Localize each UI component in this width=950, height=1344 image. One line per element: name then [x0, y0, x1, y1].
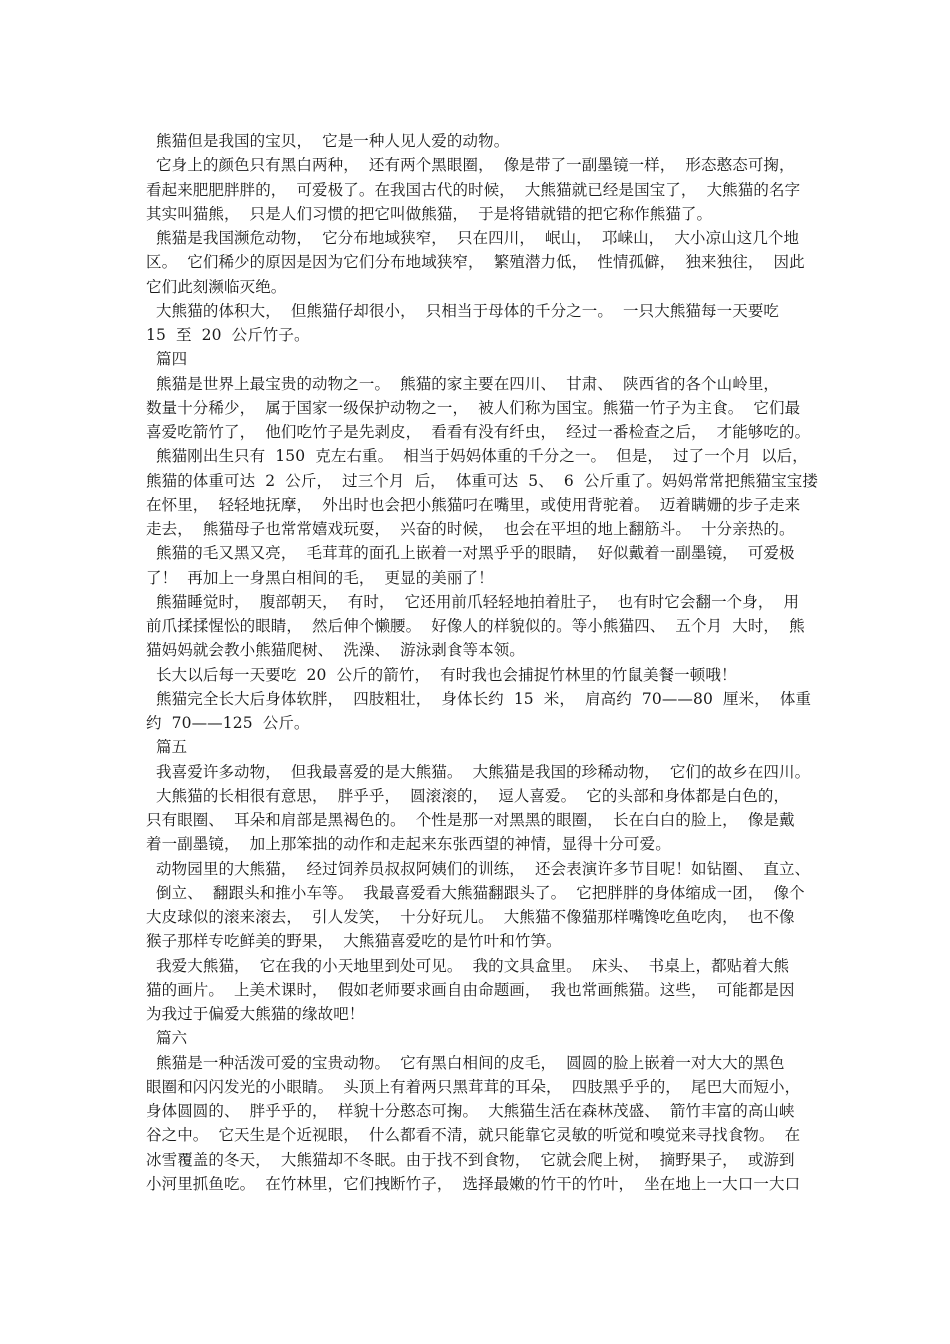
- text-line: 眼圈和闪闪发光的小眼睛。 头顶上有着两只黑茸茸的耳朵， 四肢黑乎乎的， 尾巴大而短小，: [146, 1078, 801, 1096]
- text-line: 长大以后每一天要吃 20 公斤的箭竹， 有时我也会捕捉竹林里的竹鼠美餐一顿哦！: [146, 666, 737, 684]
- text-line: 熊猫的毛又黑又亮， 毛茸茸的面孔上嵌着一对黑乎乎的眼睛， 好似戴着一副墨镜， 可爱极: [146, 544, 795, 562]
- text-line: 小河里抓鱼吃。 在竹林里，它们拽断竹子， 选择最嫩的竹干的竹叶， 坐在地上一大口一大口: [146, 1175, 801, 1193]
- text-line: 倒立、 翻跟头和推小车等。 我最喜爱看大熊猫翻跟头了。 它把胖胖的身体缩成一团， 像个: [146, 884, 805, 902]
- text-line: 它们此刻濒临灭绝。: [146, 278, 287, 296]
- text-line: 走去， 熊猫母子也常常嬉戏玩耍， 兴奋的时候， 也会在平坦的地上翻筋斗。 十分亲热的。: [146, 520, 795, 538]
- text-line: 了！ 再加上一身黑白相间的毛， 更显的美丽了！: [146, 569, 494, 587]
- text-line: 篇五: [146, 738, 188, 756]
- text-line: 大熊猫的长相很有意思， 胖乎乎， 圆滚滚的， 逗人喜爱。 它的头部和身体都是白色的，: [146, 787, 790, 805]
- text-line: 熊猫刚出生只有 150 克左右重。 相当于妈妈体重的千分之一。 但是， 过了一个月 以后，: [146, 447, 808, 465]
- text-line: 身体圆圆的、 胖乎乎的， 样貌十分憨态可掬。 大熊猫生活在森林茂盛、 箭竹丰富的高山峡: [146, 1102, 795, 1120]
- text-line: 它身上的颜色只有黑白两种， 还有两个黑眼圈， 像是带了一副墨镜一样， 形态憨态可掬，: [146, 156, 795, 174]
- text-line: 我喜爱许多动物， 但我最喜爱的是大熊猫。 大熊猫是我国的珍稀动物， 它们的故乡在四川。: [146, 763, 811, 781]
- text-line: 为我过于偏爱大熊猫的缘故吧！: [146, 1005, 365, 1023]
- text-line: 看起来肥肥胖胖的， 可爱极了。在我国古代的时候， 大熊猫就已经是国宝了， 大熊猫的名字: [146, 181, 801, 199]
- text-line: 喜爱吃箭竹了， 他们吃竹子是先剥皮， 看看有没有纤虫， 经过一番检查之后， 才能够吃的。: [146, 423, 811, 441]
- text-line: 着一副墨镜， 加上那笨拙的动作和走起来东张西望的神情，显得十分可爱。: [146, 835, 671, 853]
- text-line: 动物园里的大熊猫， 经过饲养员叔叔阿姨们的训练， 还会表演许多节目呢！如钻圈、 直立、: [146, 860, 811, 878]
- text-line: 篇六: [146, 1029, 188, 1047]
- text-line: 熊猫是我国濒危动物， 它分布地域狭窄， 只在四川， 岷山， 邛崃山， 大小凉山这几个地: [146, 229, 800, 247]
- text-line: 其实叫猫熊， 只是人们习惯的把它叫做熊猫， 于是将错就错的把它称作熊猫了。: [146, 205, 713, 223]
- text-line: 大皮球似的滚来滚去， 引人发笑， 十分好玩儿。 大熊猫不像猫那样嘴馋吃鱼吃肉， 也不像: [146, 908, 795, 926]
- text-line: 熊猫睡觉时， 腹部朝天， 有时， 它还用前爪轻轻地拍着肚子， 也有时它会翻一个身， 用: [146, 593, 800, 611]
- text-line: 大熊猫的体积大， 但熊猫仔却很小， 只相当于母体的千分之一。 一只大熊猫每一天要吃: [146, 302, 780, 320]
- text-line: 猫妈妈就会教小熊猫爬树、 洗澡、 游泳剥食等本领。: [146, 641, 525, 659]
- text-line: 前爪揉揉惺忪的眼睛， 然后伸个懒腰。 好像人的样貌似的。等小熊猫四、 五个月 大时， 熊: [146, 617, 805, 635]
- text-line: 在怀里， 轻轻地抚摩， 外出时也会把小熊猫叼在嘴里，或使用背驼着。 迈着瞒姗的步子走来: [146, 496, 801, 514]
- text-line: 冰雪覆盖的冬天， 大熊猫却不冬眠。由于找不到食物， 它就会爬上树， 摘野果子， 或游到: [146, 1151, 795, 1169]
- text-line: 约 70——125 公斤。: [146, 714, 310, 732]
- text-line: 熊猫是一种活泼可爱的宝贵动物。 它有黑白相间的皮毛， 圆圆的脸上嵌着一对大大的黑色: [146, 1054, 785, 1072]
- text-line: 猫的画片。 上美术课时， 假如老师要求画自由命题画， 我也常画熊猫。这些， 可能都是因: [146, 981, 795, 999]
- text-line: 区。 它们稀少的原因是因为它们分布地域狭窄， 繁殖潜力低， 性情孤僻， 独来独往， 因此: [146, 253, 805, 271]
- text-line: 熊猫但是我国的宝贝， 它是一种人见人爱的动物。: [146, 132, 510, 150]
- text-line: 熊猫完全长大后身体软胖， 四肢粗壮， 身体长约 15 米， 肩高约 70——80 厘米， 体重: [146, 690, 812, 708]
- text-line: 猴子那样专吃鲜美的野果， 大熊猫喜爱吃的是竹叶和竹笋。: [146, 932, 562, 950]
- text-line: 数量十分稀少， 属于国家一级保护动物之一， 被人们称为国宝。熊猫一竹子为主食。 它们最: [146, 399, 801, 417]
- text-line: 谷之中。 它天生是个近视眼， 什么都看不清，就只能靠它灵敏的听觉和嗅觉来寻找食物。 在: [146, 1126, 801, 1144]
- text-line: 熊猫是世界上最宝贵的动物之一。 熊猫的家主要在四川、 甘肃、 陕西省的各个山岭里，: [146, 375, 780, 393]
- text-line: 篇四: [146, 350, 188, 368]
- text-line: 我爱大熊猫， 它在我的小天地里到处可见。 我的文具盒里。 床头、 书桌上，都贴着大熊: [146, 957, 790, 975]
- text-line: 只有眼圈、 耳朵和肩部是黑褐色的。 个性是那一对黑黑的眼圈， 长在白白的脸上， 像是戴: [146, 811, 795, 829]
- text-line: 熊猫的体重可达 2 公斤， 过三个月 后， 体重可达 5、 6 公斤重了。妈妈常常把熊猫宝宝搂: [146, 472, 818, 490]
- text-line: 15 至 20 公斤竹子。: [146, 326, 310, 344]
